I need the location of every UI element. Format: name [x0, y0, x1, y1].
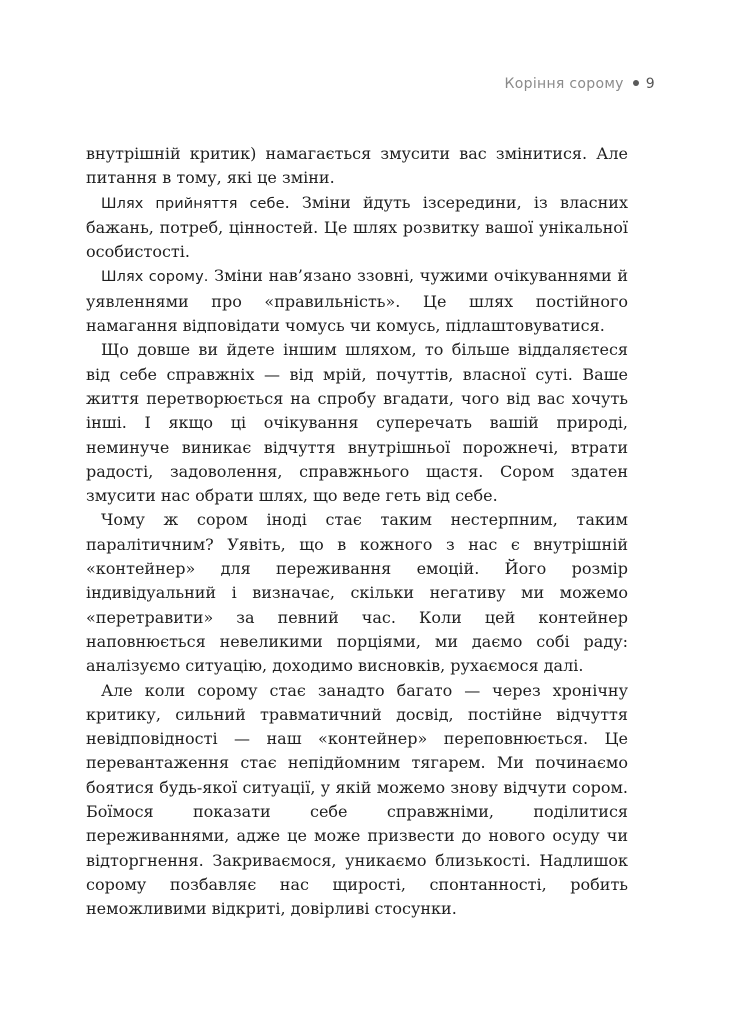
bullet-separator-icon [633, 80, 639, 86]
lead-in-shame-path: Шлях сорому. [101, 269, 209, 286]
paragraph: Але коли сорому стає занадто багато — через хронічну критику, сильний травматичний досвід, постійне відчуття невідповідності — наш «контейнер» переповнюється. Це перевантаження стає непідйомним тягарем. Ми починаємо боятися будь-якої ситуації, у якій можемо знову відчути сором. Боїмося показати себе справжніми, поділитися переживаннями, адже це може призвести до нового осуду чи відторгнення. Закриваємося, уникаємо близькості. Надлишок сорому позбавляє нас щирості, спонтанності, робить неможливими відкриті, довірливі стосунки. [86, 680, 628, 919]
paragraph-shame-path [86, 264, 628, 338]
running-header [505, 76, 655, 92]
paragraph: Що довше ви йдете іншим шляхом, то більше віддаляєтеся від себе справжніх — від мрій, почуттів, власної суті. Ваше життя перетворюється на спробу вгадати, чого від вас хочуть інші. І якщо ці очікування суперечать вашій природі, неминуче виникає відчуття внутрішньої порожнечі, втрати радості, задоволення, справжнього щастя. Сором здатен змусити нас обрати шлях, що веде геть від себе. [86, 340, 628, 506]
body-text [86, 142, 628, 922]
paragraph-text: . Зміни йдуть ізсередини, із власних бажань, потреб, цінностей. Це шлях розвитку вашої унікальної особистості. [86, 192, 628, 262]
section-title: Коріння сорому [504, 76, 624, 92]
lead-in-self-acceptance: Шлях прийняття себе [101, 195, 285, 212]
paragraph-text: Зміни нав’язано ззовні, чужими очікуваннями й уявленнями про «правильність». Це шлях постійного намагання відповідати чомусь чи комусь, підлаштовуватися. [86, 266, 628, 336]
paragraph: Чому ж сором іноді стає таким нестерпним, таким паралітичним? Уявіть, що в кожного з нас є внутрішній «контейнер» для переживання емоцій. Його розмір індивідуальний і визначає, скільки негативу ми можемо «перетравити» за певний час. Коли цей контейнер наповнюється невеликими порціями, ми даємо собі раду: аналізуємо ситуацію, доходимо висновків, рухаємося далі. [86, 510, 628, 676]
paragraph-continued: внутрішній критик) намагається змусити вас змінитися. Але питання в тому, які це зміни. [86, 144, 628, 188]
paragraph-self-acceptance [86, 191, 628, 265]
page-number: 9 [645, 76, 655, 92]
